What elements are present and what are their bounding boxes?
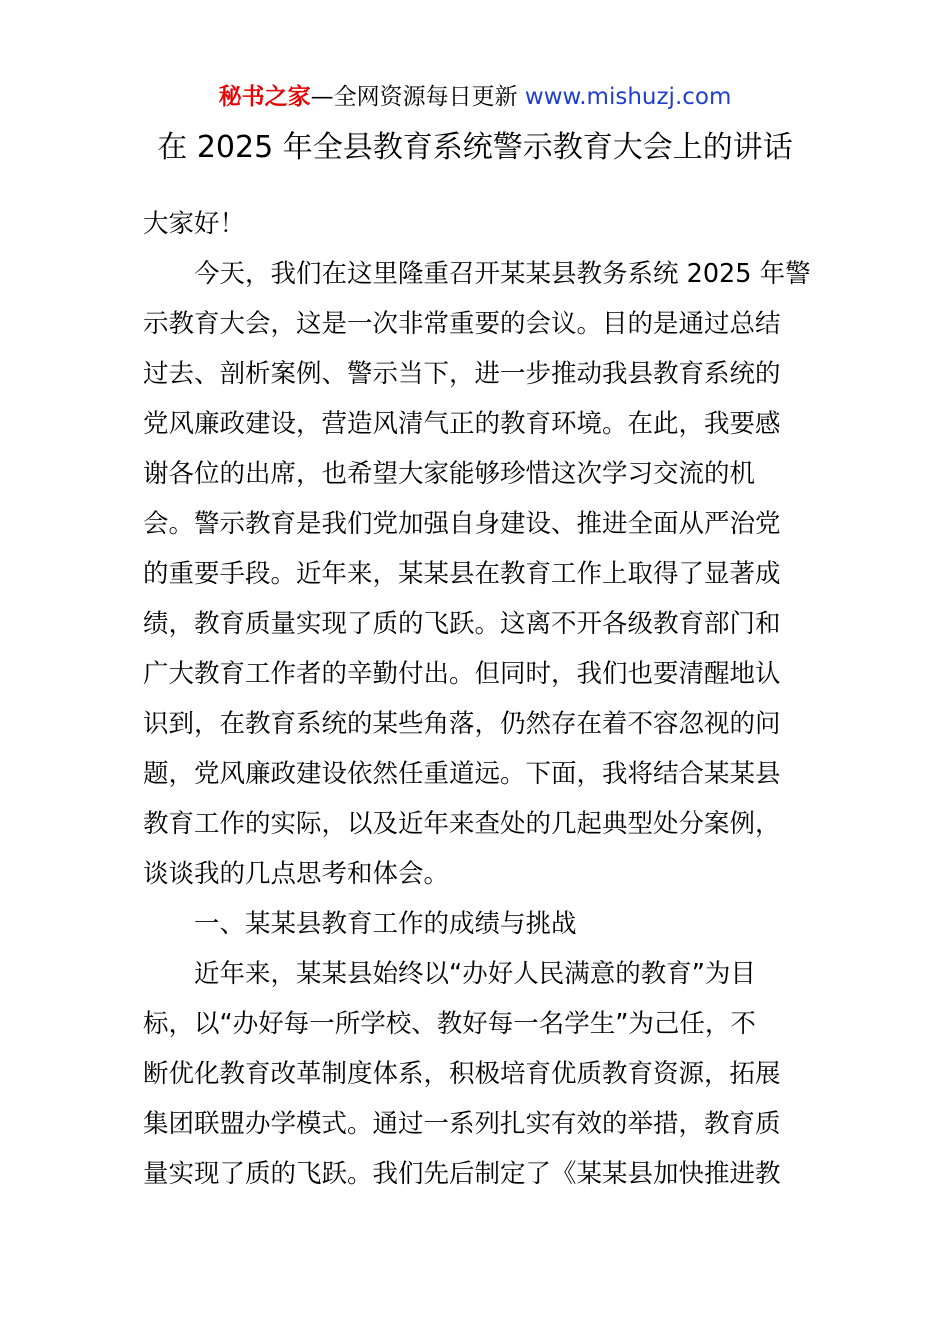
paragraph-line: 谢各位的出席，也希望大家能够珍惜这次学习交流的机 — [143, 459, 756, 489]
paragraph-line: 断优化教育改革制度体系，积极培育优质教育资源，拓展 — [143, 1059, 781, 1089]
paragraph-line: 题，党风廉政建设依然任重道远。下面，我将结合某某县 — [143, 759, 781, 789]
paragraph-line: 过去、剖析案例、警示当下，进一步推动我县教育系统的 — [143, 359, 781, 389]
site-url-link[interactable]: www.mishuzj.com — [524, 84, 732, 110]
paragraph-line: 识到，在教育系统的某些角落，仍然存在着不容忽视的问 — [143, 709, 781, 739]
paragraph-line: 的重要手段。近年来，某某县在教育工作上取得了显著成 — [143, 559, 781, 589]
paragraph-line: 今天，我们在这里隆重召开某某县教务系统 2025 年警 — [194, 259, 811, 289]
paragraph-line: 绩，教育质量实现了质的飞跃。这离不开各级教育部门和 — [143, 609, 781, 639]
paragraph-line: 教育工作的实际，以及近年来查处的几起典型处分案例， — [143, 809, 781, 839]
paragraph-line: 近年来，某某县始终以“办好人民满意的教育”为目 — [194, 959, 756, 989]
document-title: 在 2025 年全县教育系统警示教育大会上的讲话 — [157, 130, 793, 165]
paragraph-line: 集团联盟办学模式。通过一系列扎实有效的举措，教育质 — [143, 1109, 781, 1139]
paragraph-line: 示教育大会，这是一次非常重要的会议。目的是通过总结 — [143, 309, 781, 339]
paragraph-line: 标，以“办好每一所学校、教好每一名学生”为己任，不 — [143, 1009, 756, 1039]
document-body — [143, 199, 813, 1199]
paragraph-line: 量实现了质的飞跃。我们先后制定了《某某县加快推进教 — [143, 1159, 781, 1189]
paragraph-line: 会。警示教育是我们党加强自身建设、推进全面从严治党 — [143, 509, 781, 539]
paragraph-line: 党风廉政建设，营造风清气正的教育环境。在此，我要感 — [143, 409, 781, 439]
section-heading: 一、某某县教育工作的成绩与挑战 — [194, 909, 577, 939]
site-header — [0, 80, 950, 114]
site-brand: 秘书之家 — [218, 84, 311, 110]
greeting: 大家好！ — [143, 209, 246, 239]
paragraph-line: 广大教育工作者的辛勤付出。但同时，我们也要清醒地认 — [143, 659, 781, 689]
site-tagline: —全网资源每日更新 — [310, 84, 518, 110]
paragraph-line: 谈谈我的几点思考和体会。 — [143, 859, 450, 889]
